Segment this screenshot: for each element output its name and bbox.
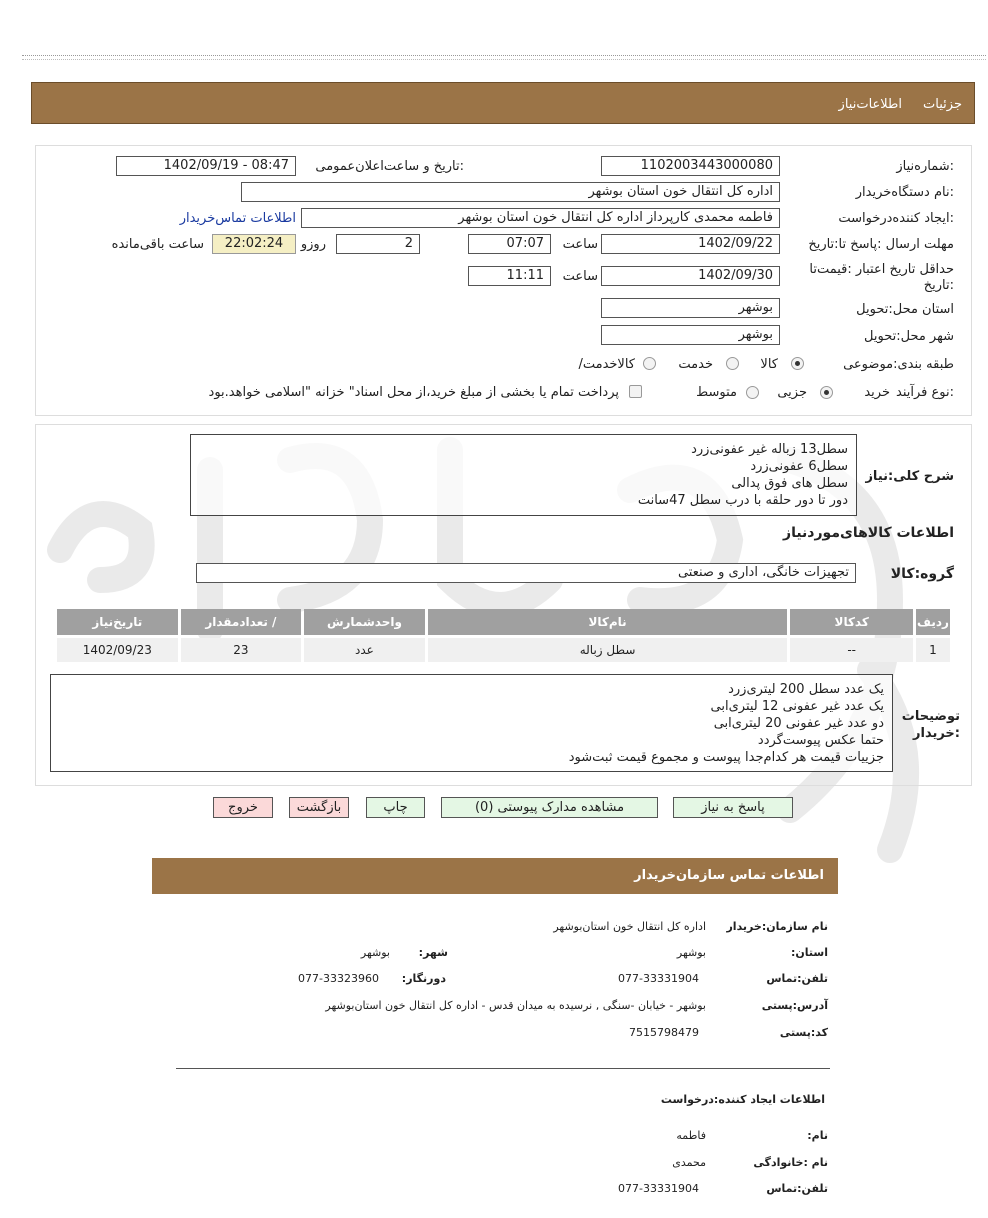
category-goods-label: کالا [760,357,778,372]
col-row: ردیف [916,609,950,635]
tab-need-info[interactable]: اطلاعات‌نیاز [838,97,902,112]
table-row [57,638,950,662]
contact-phone-label: تلفن:تماس [766,972,828,985]
tab-details[interactable]: جزئیات [923,97,962,112]
note-line: یک عدد غیر عفونی 12 لیتری‌ابی [710,699,884,714]
cell-need-date: 1402/09/23 [57,638,178,662]
creator-label: ایجاد کننده‌درخواست: [838,211,954,226]
creator-phone-label: تلفن:تماس [766,1182,828,1195]
reply-button[interactable]: پاسخ به نیاز [673,797,793,818]
contact-org-value: اداره کل انتقال خون استان‌بوشهر [553,920,706,933]
days-field: 2 [336,234,420,254]
process-minor-radio[interactable] [820,386,833,399]
category-service-radio[interactable] [726,357,739,370]
process-minor-label: جزیی [777,385,807,400]
note-line: یک عدد سطل 200 لیتری‌زرد [728,682,884,697]
need-number-label: شماره‌نیاز: [896,159,954,174]
province-field: بوشهر [601,298,780,318]
treasury-payment-label: پرداخت تمام یا بخشی از مبلغ خرید،از محل اسناد" خزانه "اسلامی خواهد.بود [208,385,619,400]
process-buy-label: خرید [864,385,890,400]
city-label: شهر محل:تحویل [864,329,954,344]
need-number-field: 1102003443000080 [601,156,780,176]
deadline-label: مهلت ارسال :پاسخ تا:تاریخ [808,237,954,252]
buyer-org-label: نام دستگاه‌خریدار: [855,185,954,200]
contact-city-label: :شهر [418,946,448,959]
validity-time-label: ساعت [562,269,598,284]
cell-row: 1 [916,638,950,662]
treasury-payment-checkbox[interactable] [629,385,642,398]
contact-address-label: آدرس:پستی [761,999,828,1012]
process-medium-label: متوسط [696,385,737,400]
contact-postal-label: کد:پستی [779,1026,828,1039]
city-field: بوشهر [601,325,780,345]
summary-label: شرح کلی:نیاز [865,469,954,484]
contact-section-header [152,858,838,894]
contact-phone-value: 077-33331904 [618,972,699,985]
creator-name-value: فاطمه [676,1129,706,1142]
summary-line: سطل6 عفونی‌زرد [750,459,848,474]
col-quantity: / تعدادمقدار [181,609,302,635]
buyer-notes-box [50,674,893,772]
category-both-label: /کالاخدمت [578,357,635,372]
creator-info-title: اطلاعات ایجاد کننده:درخواست [660,1093,825,1106]
validity-label: حداقل تاریخ اعتبار :قیمت‌تا :تاریخ [809,262,954,293]
remaining-time-field: 22:02:24 [212,234,296,254]
goods-group-field: تجهیزات خانگی، اداری و صنعتی [196,563,856,583]
creator-field: فاطمه محمدی کارپرداز اداره کل انتقال خون استان بوشهر [301,208,780,228]
creator-name-label: :نام [807,1129,828,1142]
category-both-radio[interactable] [643,357,656,370]
contact-province-label: :استان [790,946,828,959]
deadline-time-label: ساعت [562,237,598,252]
creator-family-value: محمدی [672,1156,706,1169]
buyer-notes-label: توضیحات :خریدار [901,709,960,741]
summary-line: دور تا دور حلقه با درب سطل 47سانت [637,493,848,508]
note-line: دو عدد غیر عفونی 20 لیتری‌ابی [713,716,884,731]
col-name: نام‌کالا [428,609,788,635]
goods-table [54,606,953,665]
exit-button[interactable]: خروج [213,797,273,818]
cell-unit: عدد [304,638,425,662]
contact-fax-label: :دورنگار [401,972,446,985]
view-attachments-button[interactable]: مشاهده مدارک پیوستی (0) [441,797,658,818]
deadline-time-field: 07:07 [468,234,551,254]
contact-city-value: بوشهر [360,946,390,959]
process-medium-radio[interactable] [746,386,759,399]
page-header [31,82,975,124]
buyer-contact-link[interactable]: اطلاعات تماس‌خریدار [179,211,296,226]
divider [176,1068,830,1069]
announce-label: تاریخ و ساعت‌اعلان‌عمومی: [315,159,464,174]
creator-family-label: نام :خانوادگی [753,1156,828,1169]
summary-box [190,434,857,516]
summary-line: سطل های فوق پدالی [731,476,848,491]
category-goods-radio[interactable] [791,357,804,370]
contact-postal-value: 7515798479 [629,1026,699,1039]
buyer-org-field: اداره کل انتقال خون استان بوشهر [241,182,780,202]
cell-quantity: 23 [181,638,302,662]
col-code: کدکالا [790,609,913,635]
contact-province-value: بوشهر [676,946,706,959]
contact-section-title: اطلاعات تماس سازمان‌خریدار [634,868,824,883]
col-unit: واحدشمارش [304,609,425,635]
category-service-label: خدمت [678,357,713,372]
note-line: جزییات قیمت هر کدام‌جدا پیوست و مجموع قیمت ثبت‌شود [568,750,884,765]
table-header-row [57,609,950,635]
goods-group-label: گروه:کالا [890,566,954,582]
cell-name: سطل زباله [428,638,788,662]
col-need-date: تاریخ‌نیاز [57,609,178,635]
validity-time-field: 11:11 [468,266,551,286]
creator-phone-value: 077-33331904 [618,1182,699,1195]
remaining-label: ساعت باقی‌مانده [111,237,204,252]
validity-date-field: 1402/09/30 [601,266,780,286]
announce-field: 1402/09/19 - 08:47 [116,156,296,176]
category-label: طبقه بندی:موضوعی [843,357,954,372]
deadline-date-field: 1402/09/22 [601,234,780,254]
note-line: حتما عکس پیوست‌گردد [757,733,884,748]
back-button[interactable]: بازگشت [289,797,349,818]
goods-info-title: اطلاعات کالاهای‌موردنیاز [783,525,954,541]
process-label: نوع فرآیند: [896,385,954,400]
province-label: استان محل:تحویل [856,302,954,317]
cell-code: -- [790,638,913,662]
summary-line: سطل13 زباله غیر عفونی‌زرد [691,442,848,457]
print-button[interactable]: چاپ [366,797,425,818]
contact-org-label: نام سازمان:خریدار [726,920,828,933]
days-label: روزو [300,237,326,252]
contact-address-value: بوشهر - خیابان -سنگی , نرسیده به میدان قدس - اداره کل انتقال خون استان‌بوشهر [325,999,706,1012]
contact-fax-value: 077-33323960 [298,972,379,985]
